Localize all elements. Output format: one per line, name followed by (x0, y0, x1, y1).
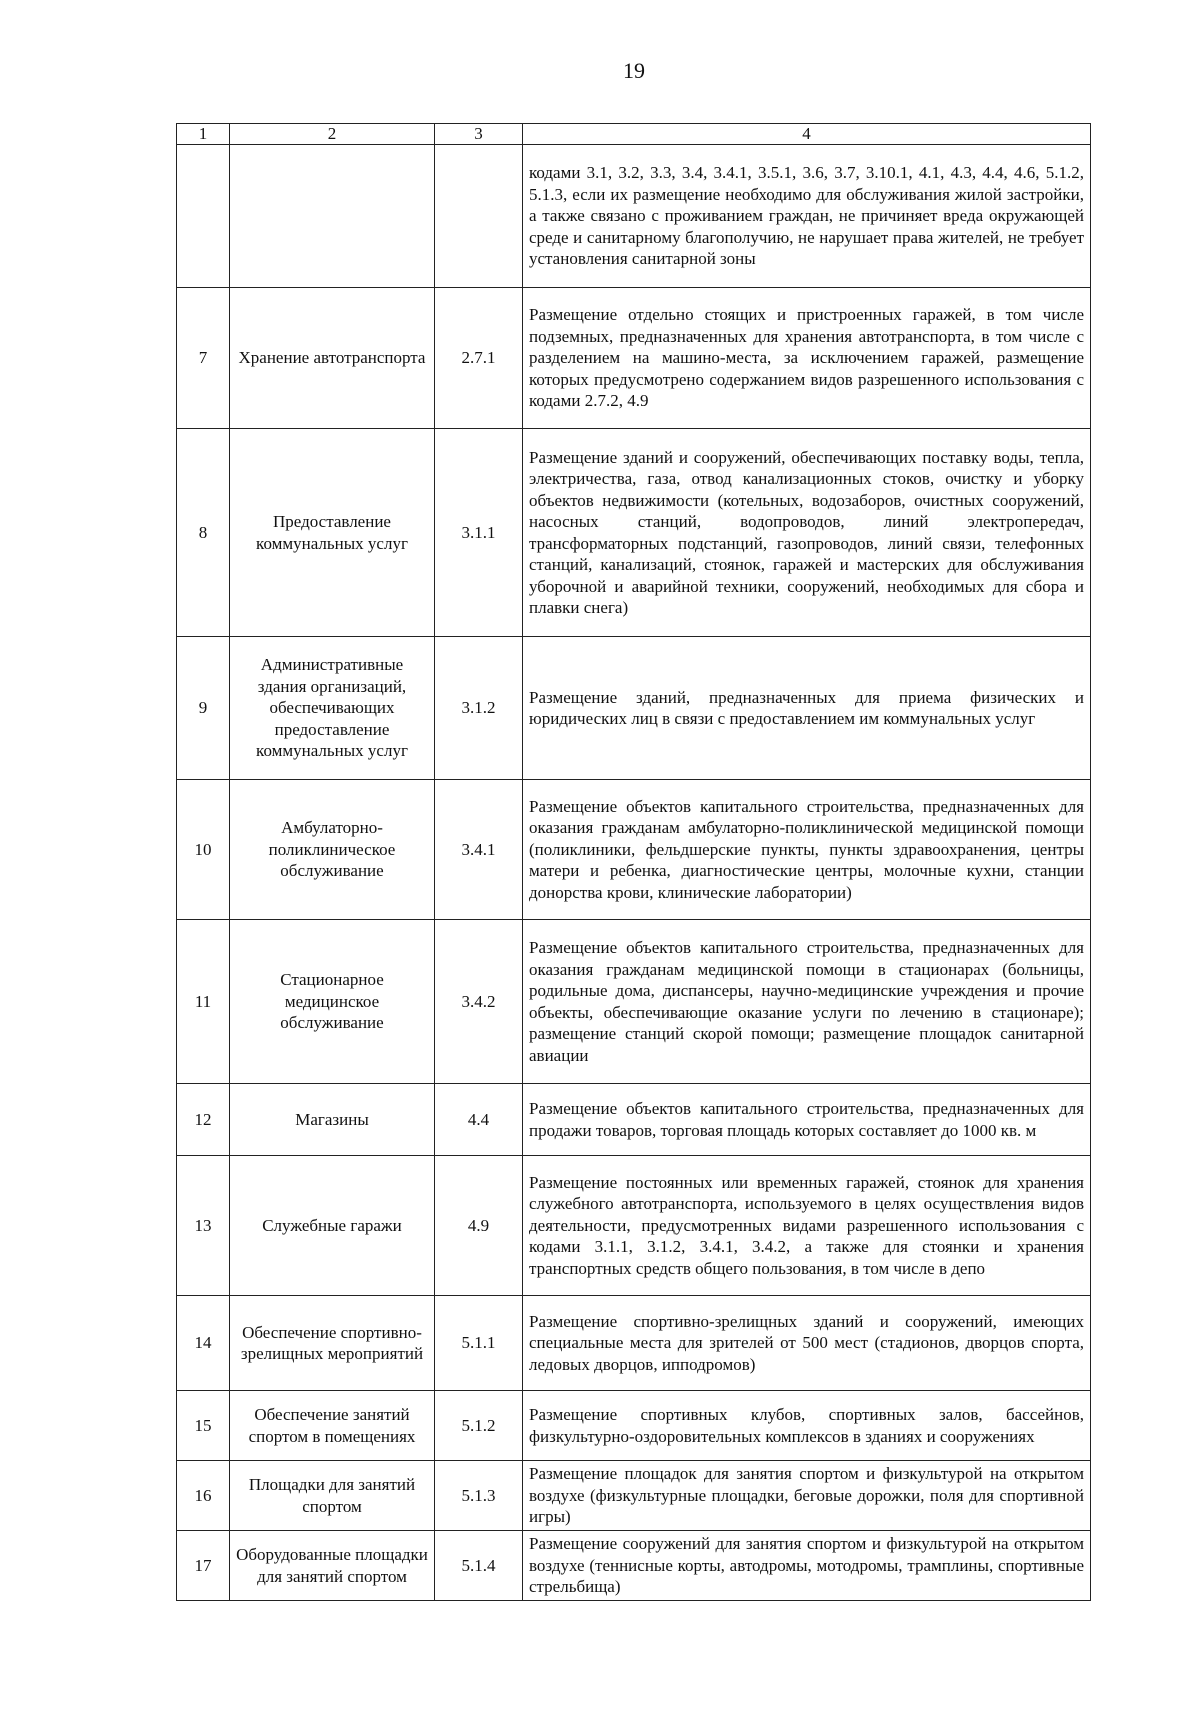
use-description: Размещение объектов капитального строительства, предназначенных для продажи товаров, торговая площадь которых составляет до 1000 кв. м (523, 1084, 1091, 1156)
use-code: 4.4 (435, 1084, 523, 1156)
use-name: Служебные гаражи (230, 1156, 435, 1296)
row-number: 9 (177, 637, 230, 780)
table-row (177, 780, 1091, 920)
header-col-3: 3 (435, 124, 523, 145)
use-name: Предоставление коммунальных услуг (230, 429, 435, 637)
row-number: 10 (177, 780, 230, 920)
use-description: Размещение отдельно стоящих и пристроенных гаражей, в том числе подземных, предназначенных для хранения автотранспорта, в том числе с разделением на машино-места, за исключением гаражей, размещение которых предусмотрено содержанием видов разрешенного использования с кодами 2.7.2, 4.9 (523, 288, 1091, 429)
use-name: Хранение автотранспорта (230, 288, 435, 429)
header-row (177, 124, 1091, 145)
use-description: Размещение зданий, предназначенных для приема физических и юридических лиц в связи с предоставлением им коммунальных услуг (523, 637, 1091, 780)
use-description: Размещение зданий и сооружений, обеспечивающих поставку воды, тепла, электричества, газа, отвод канализационных стоков, очистку и уборку объектов недвижимости (котельных, водозаборов, очистных сооружений, насосных станций, водопроводов, линий электропередач, трансформаторных подстанций, газопроводов, линий связи, телефонных станций, канализаций, стоянок, гаражей и мастерских для обслуживания уборочной и аварийной техники, сооружений, необходимых для сбора и плавки снега) (523, 429, 1091, 637)
row-number (177, 145, 230, 288)
table-row (177, 429, 1091, 637)
table-row (177, 1531, 1091, 1601)
use-name (230, 145, 435, 288)
row-number: 16 (177, 1461, 230, 1531)
table-row (177, 920, 1091, 1084)
table-row (177, 1084, 1091, 1156)
use-code: 3.1.1 (435, 429, 523, 637)
use-code: 5.1.2 (435, 1391, 523, 1461)
row-number: 12 (177, 1084, 230, 1156)
use-name: Обеспечение занятий спортом в помещениях (230, 1391, 435, 1461)
table-row (177, 1296, 1091, 1391)
row-number: 14 (177, 1296, 230, 1391)
row-number: 15 (177, 1391, 230, 1461)
use-code: 3.4.1 (435, 780, 523, 920)
land-use-table (176, 123, 1091, 1601)
use-name: Магазины (230, 1084, 435, 1156)
use-code: 4.9 (435, 1156, 523, 1296)
use-description: Размещение спортивных клубов, спортивных залов, бассейнов, физкультурно-оздоровительных комплексов в зданиях и сооружениях (523, 1391, 1091, 1461)
use-description: Размещение площадок для занятия спортом и физкультурой на открытом воздухе (физкультурные площадки, беговые дорожки, поля для спортивной игры) (523, 1461, 1091, 1531)
table-row (177, 1391, 1091, 1461)
use-code: 5.1.1 (435, 1296, 523, 1391)
use-name: Административные здания организаций, обеспечивающих предоставление коммунальных услуг (230, 637, 435, 780)
table-row (177, 288, 1091, 429)
row-number: 7 (177, 288, 230, 429)
row-number: 8 (177, 429, 230, 637)
use-code: 3.1.2 (435, 637, 523, 780)
header-col-2: 2 (230, 124, 435, 145)
use-description: кодами 3.1, 3.2, 3.3, 3.4, 3.4.1, 3.5.1, 3.6, 3.7, 3.10.1, 4.1, 4.3, 4.4, 4.6, 5.1.2, 5.1.3, если их размещение необходимо для обслуживания жилой застройки, а также связано с проживанием граждан, не причиняет вреда окружающей среде и санитарному благополучию, не нарушает права жителей, не требует установления санитарной зоны (523, 145, 1091, 288)
header-col-4: 4 (523, 124, 1091, 145)
table-row (177, 145, 1091, 288)
page-number: 19 (623, 58, 645, 83)
row-number: 11 (177, 920, 230, 1084)
header-col-1: 1 (177, 124, 230, 145)
use-code (435, 145, 523, 288)
use-description: Размещение спортивно-зрелищных зданий и сооружений, имеющих специальные места для зрителей от 500 мест (стадионов, дворцов спорта, ледовых дворцов, ипподромов) (523, 1296, 1091, 1391)
use-code: 3.4.2 (435, 920, 523, 1084)
table-row (177, 1461, 1091, 1531)
use-name: Оборудованные площадки для занятий спортом (230, 1531, 435, 1601)
row-number: 13 (177, 1156, 230, 1296)
use-description: Размещение объектов капитального строительства, предназначенных для оказания гражданам амбулаторно-поликлинической медицинской помощи (поликлиники, фельдшерские пункты, пункты здравоохранения, центры матери и ребенка, диагностические центры, молочные кухни, станции донорства крови, клинические лаборатории) (523, 780, 1091, 920)
use-code: 2.7.1 (435, 288, 523, 429)
table-row (177, 1156, 1091, 1296)
use-name: Стационарное медицинское обслуживание (230, 920, 435, 1084)
table-row (177, 637, 1091, 780)
use-name: Амбулаторно-поликлиническое обслуживание (230, 780, 435, 920)
use-description: Размещение сооружений для занятия спортом и физкультурой на открытом воздухе (теннисные корты, автодромы, мотодромы, трамплины, спортивные стрельбища) (523, 1531, 1091, 1601)
use-name: Обеспечение спортивно-зрелищных мероприятий (230, 1296, 435, 1391)
use-description: Размещение постоянных или временных гаражей, стоянок для хранения служебного автотранспорта, используемого в целях осуществления видов деятельности, предусмотренных видами разрешенного использования с кодами 3.1.1, 3.1.2, 3.4.1, 3.4.2, а также для стоянки и хранения транспортных средств общего пользования, в том числе в депо (523, 1156, 1091, 1296)
use-description: Размещение объектов капитального строительства, предназначенных для оказания гражданам медицинской помощи в стационарах (больницы, родильные дома, диспансеры, научно-медицинские учреждения и прочие объекты, обеспечивающие оказание услуги по лечению в стационаре); размещение станций скорой помощи; размещение площадок санитарной авиации (523, 920, 1091, 1084)
row-number: 17 (177, 1531, 230, 1601)
use-name: Площадки для занятий спортом (230, 1461, 435, 1531)
use-code: 5.1.4 (435, 1531, 523, 1601)
use-code: 5.1.3 (435, 1461, 523, 1531)
